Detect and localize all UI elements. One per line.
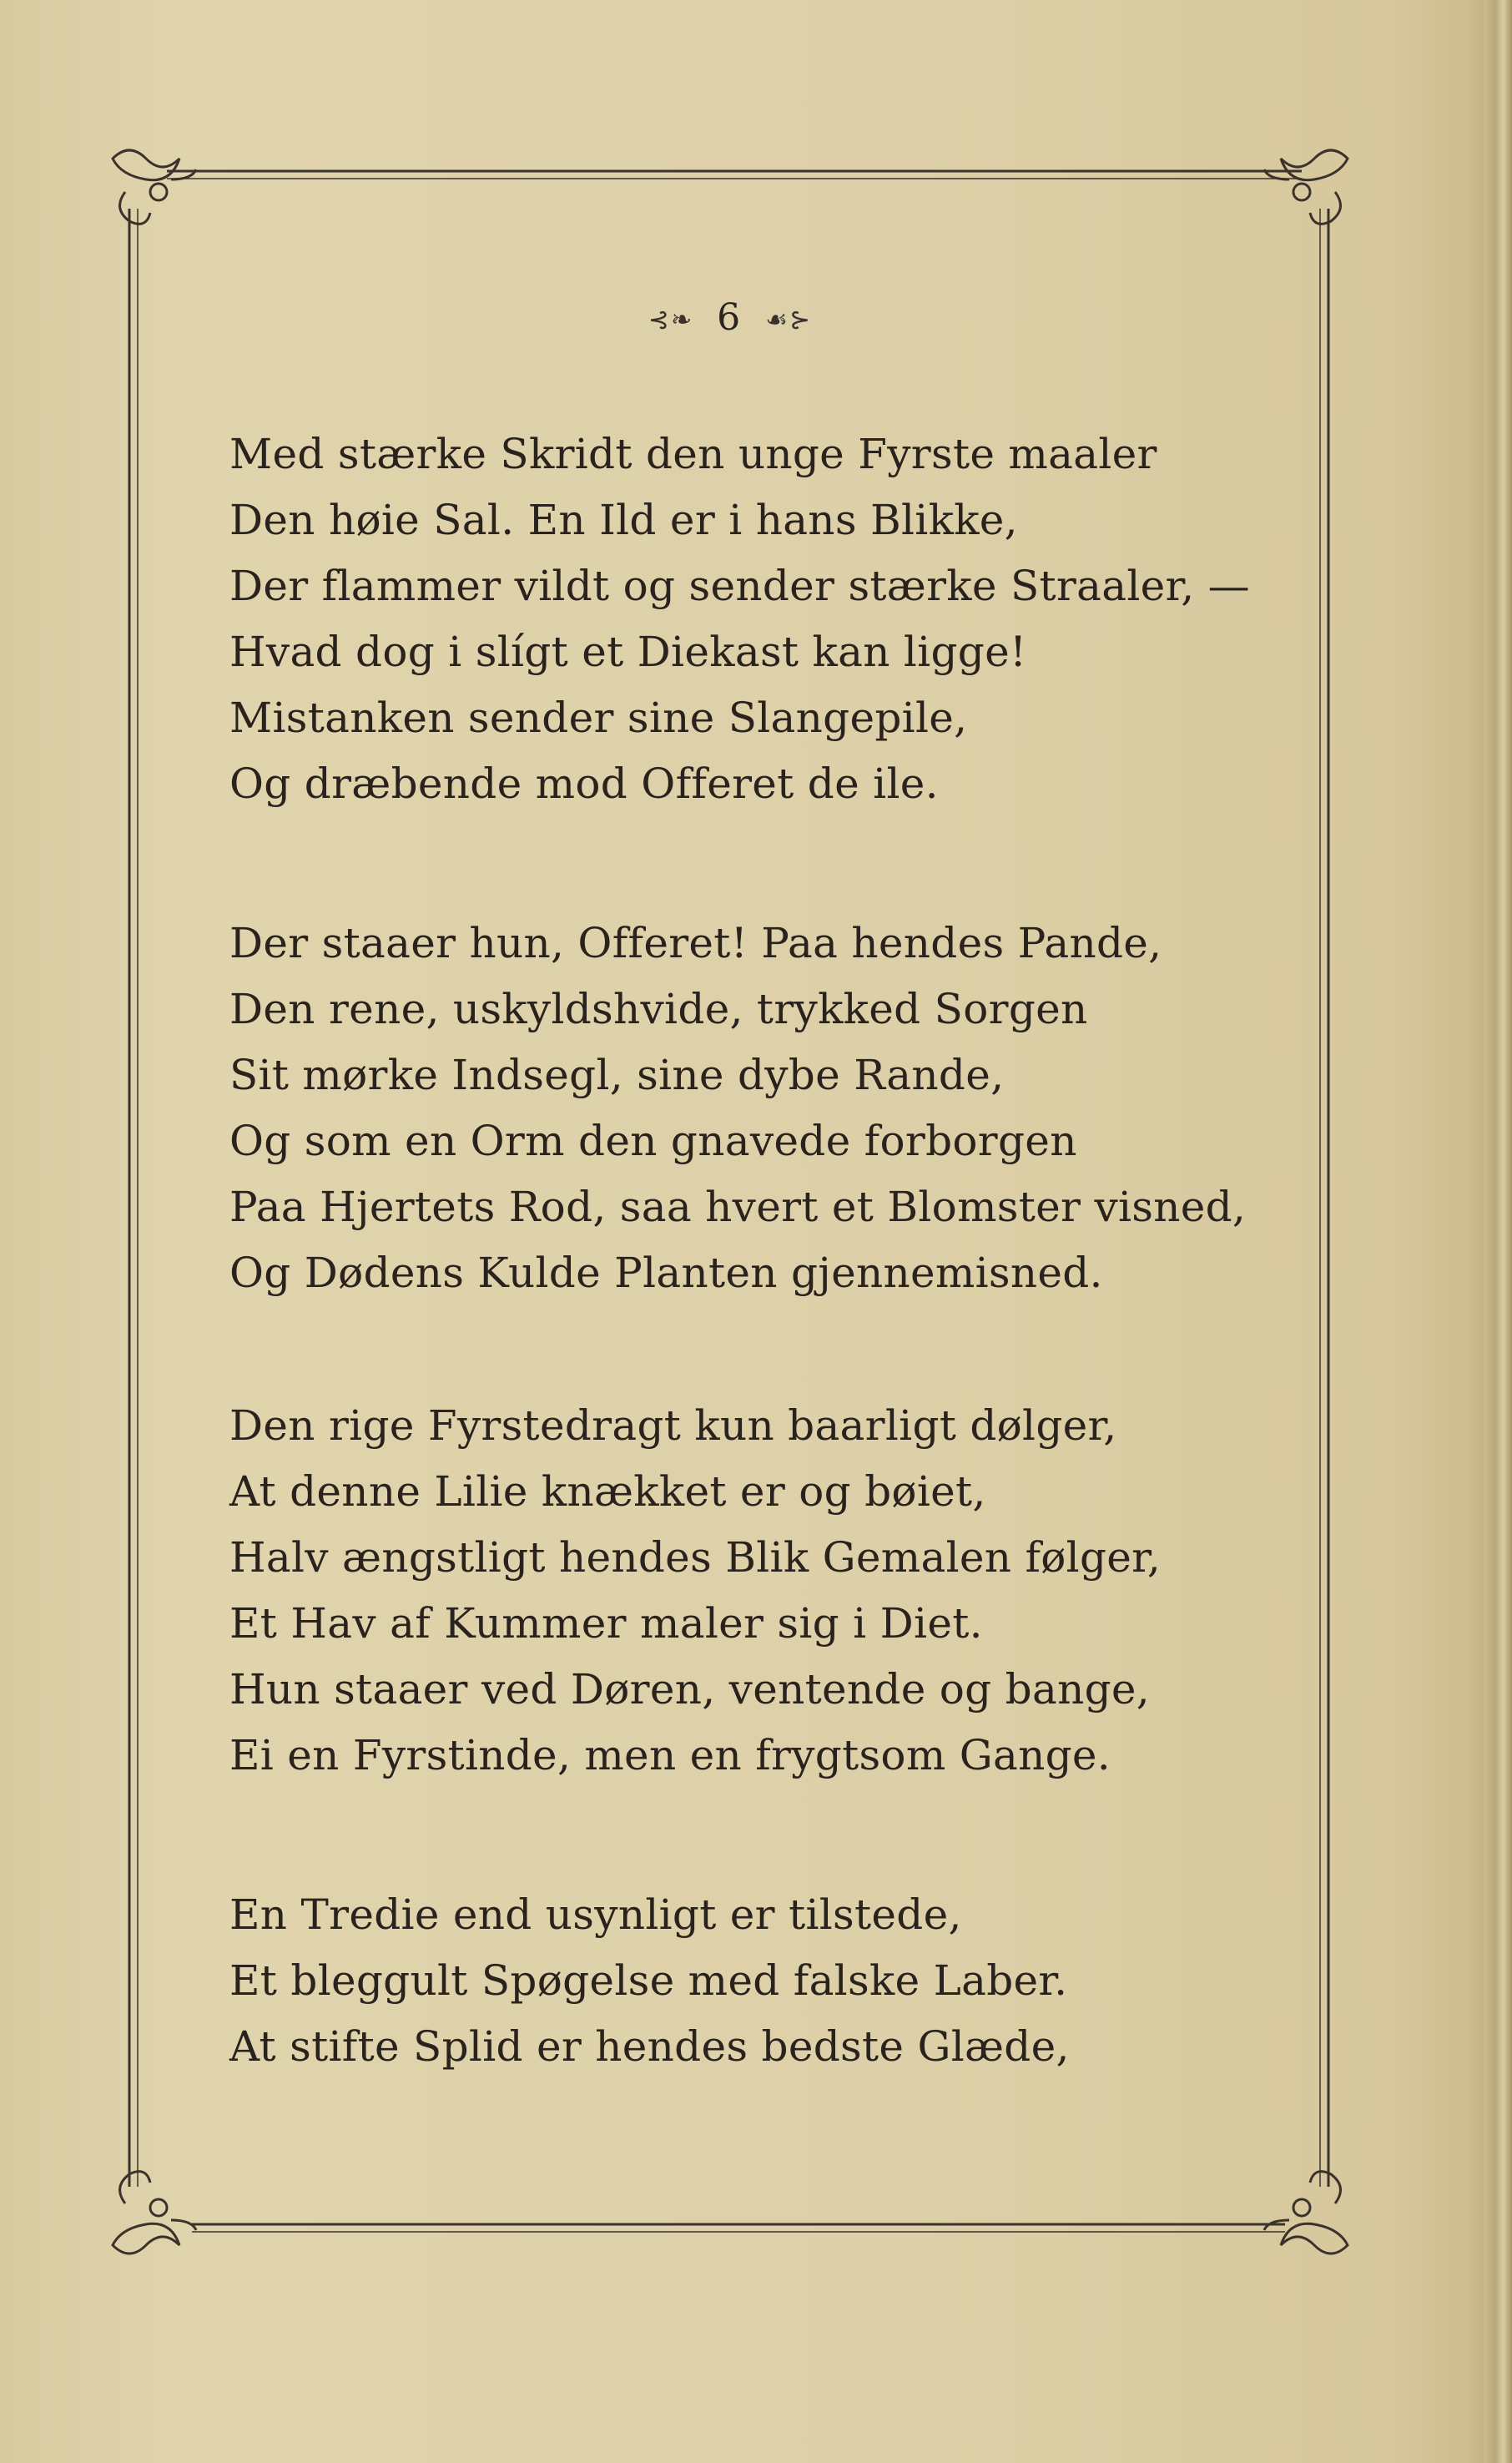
- poem-body: [229, 421, 1331, 2080]
- stanza: [229, 911, 1331, 1306]
- page-number: [0, 296, 1460, 339]
- verse-line: At denne Lilie knækket er og bøiet,: [229, 1467, 986, 1516]
- verse-line: Der staaer hun, Offeret! Paa hendes Pande,: [229, 919, 1162, 967]
- verse-line: Halv ængstligt hendes Blik Gemalen følger,: [229, 1533, 1162, 1582]
- verse-line: Ei en Fyrstinde, men en frygtsom Gange.: [229, 1731, 1111, 1779]
- verse-line: At stifte Splid er hendes bedste Glæde,: [229, 2022, 1070, 2071]
- stanza: [229, 1882, 1331, 2080]
- right-flourish-icon: ☙⊱: [765, 305, 813, 335]
- stanza: [229, 421, 1331, 817]
- stanza-gap: [229, 1306, 1331, 1393]
- verse-line: Sit mørke Indsegl, sine dybe Rande,: [229, 1051, 1005, 1099]
- verse-line: Der flammer vildt og sender stærke Straaler, —: [229, 562, 1250, 610]
- corner-ornament-top-left: [113, 150, 196, 224]
- verse-line: Paa Hjertets Rod, saa hvert et Blomster visned,: [229, 1183, 1247, 1231]
- verse-line: Mistanken sender sine Slangepile,: [229, 694, 968, 742]
- verse-line: Den rige Fyrstedragt kun baarligt dølger,: [229, 1401, 1117, 1450]
- stanza-gap: [229, 817, 1331, 911]
- verse-line: Og som en Orm den gnavede forborgen: [229, 1117, 1077, 1165]
- corner-ornament-bottom-right: [1264, 2172, 1348, 2254]
- verse-line: En Tredie end usynligt er tilstede,: [229, 1890, 962, 1939]
- verse-line: Og Dødens Kulde Planten gjennemisned.: [229, 1249, 1103, 1297]
- corner-ornament-bottom-left: [113, 2172, 196, 2254]
- verse-line: Med stærke Skridt den unge Fyrste maaler: [229, 430, 1157, 478]
- corner-ornament-top-right: [1264, 150, 1348, 224]
- left-flourish-icon: ⊰❧: [648, 305, 694, 335]
- verse-line: Og dræbende mod Offeret de ile.: [229, 760, 939, 808]
- verse-line: Den høie Sal. En Ild er i hans Blikke,: [229, 496, 1018, 544]
- verse-line: Hvad dog i slígt et Diekast kan ligge!: [229, 628, 1027, 676]
- stanza-gap: [229, 1789, 1331, 1882]
- verse-line: Den rene, uskyldshvide, trykked Sorgen: [229, 985, 1088, 1033]
- verse-line: Et Hav af Kummer maler sig i Diet.: [229, 1599, 983, 1648]
- verse-line: Et bleggult Spøgelse med falske Laber.: [229, 1956, 1068, 2005]
- page-number-text: 6: [717, 296, 743, 339]
- stanza: [229, 1393, 1331, 1789]
- verse-line: Hun staaer ved Døren, ventende og bange,: [229, 1665, 1150, 1714]
